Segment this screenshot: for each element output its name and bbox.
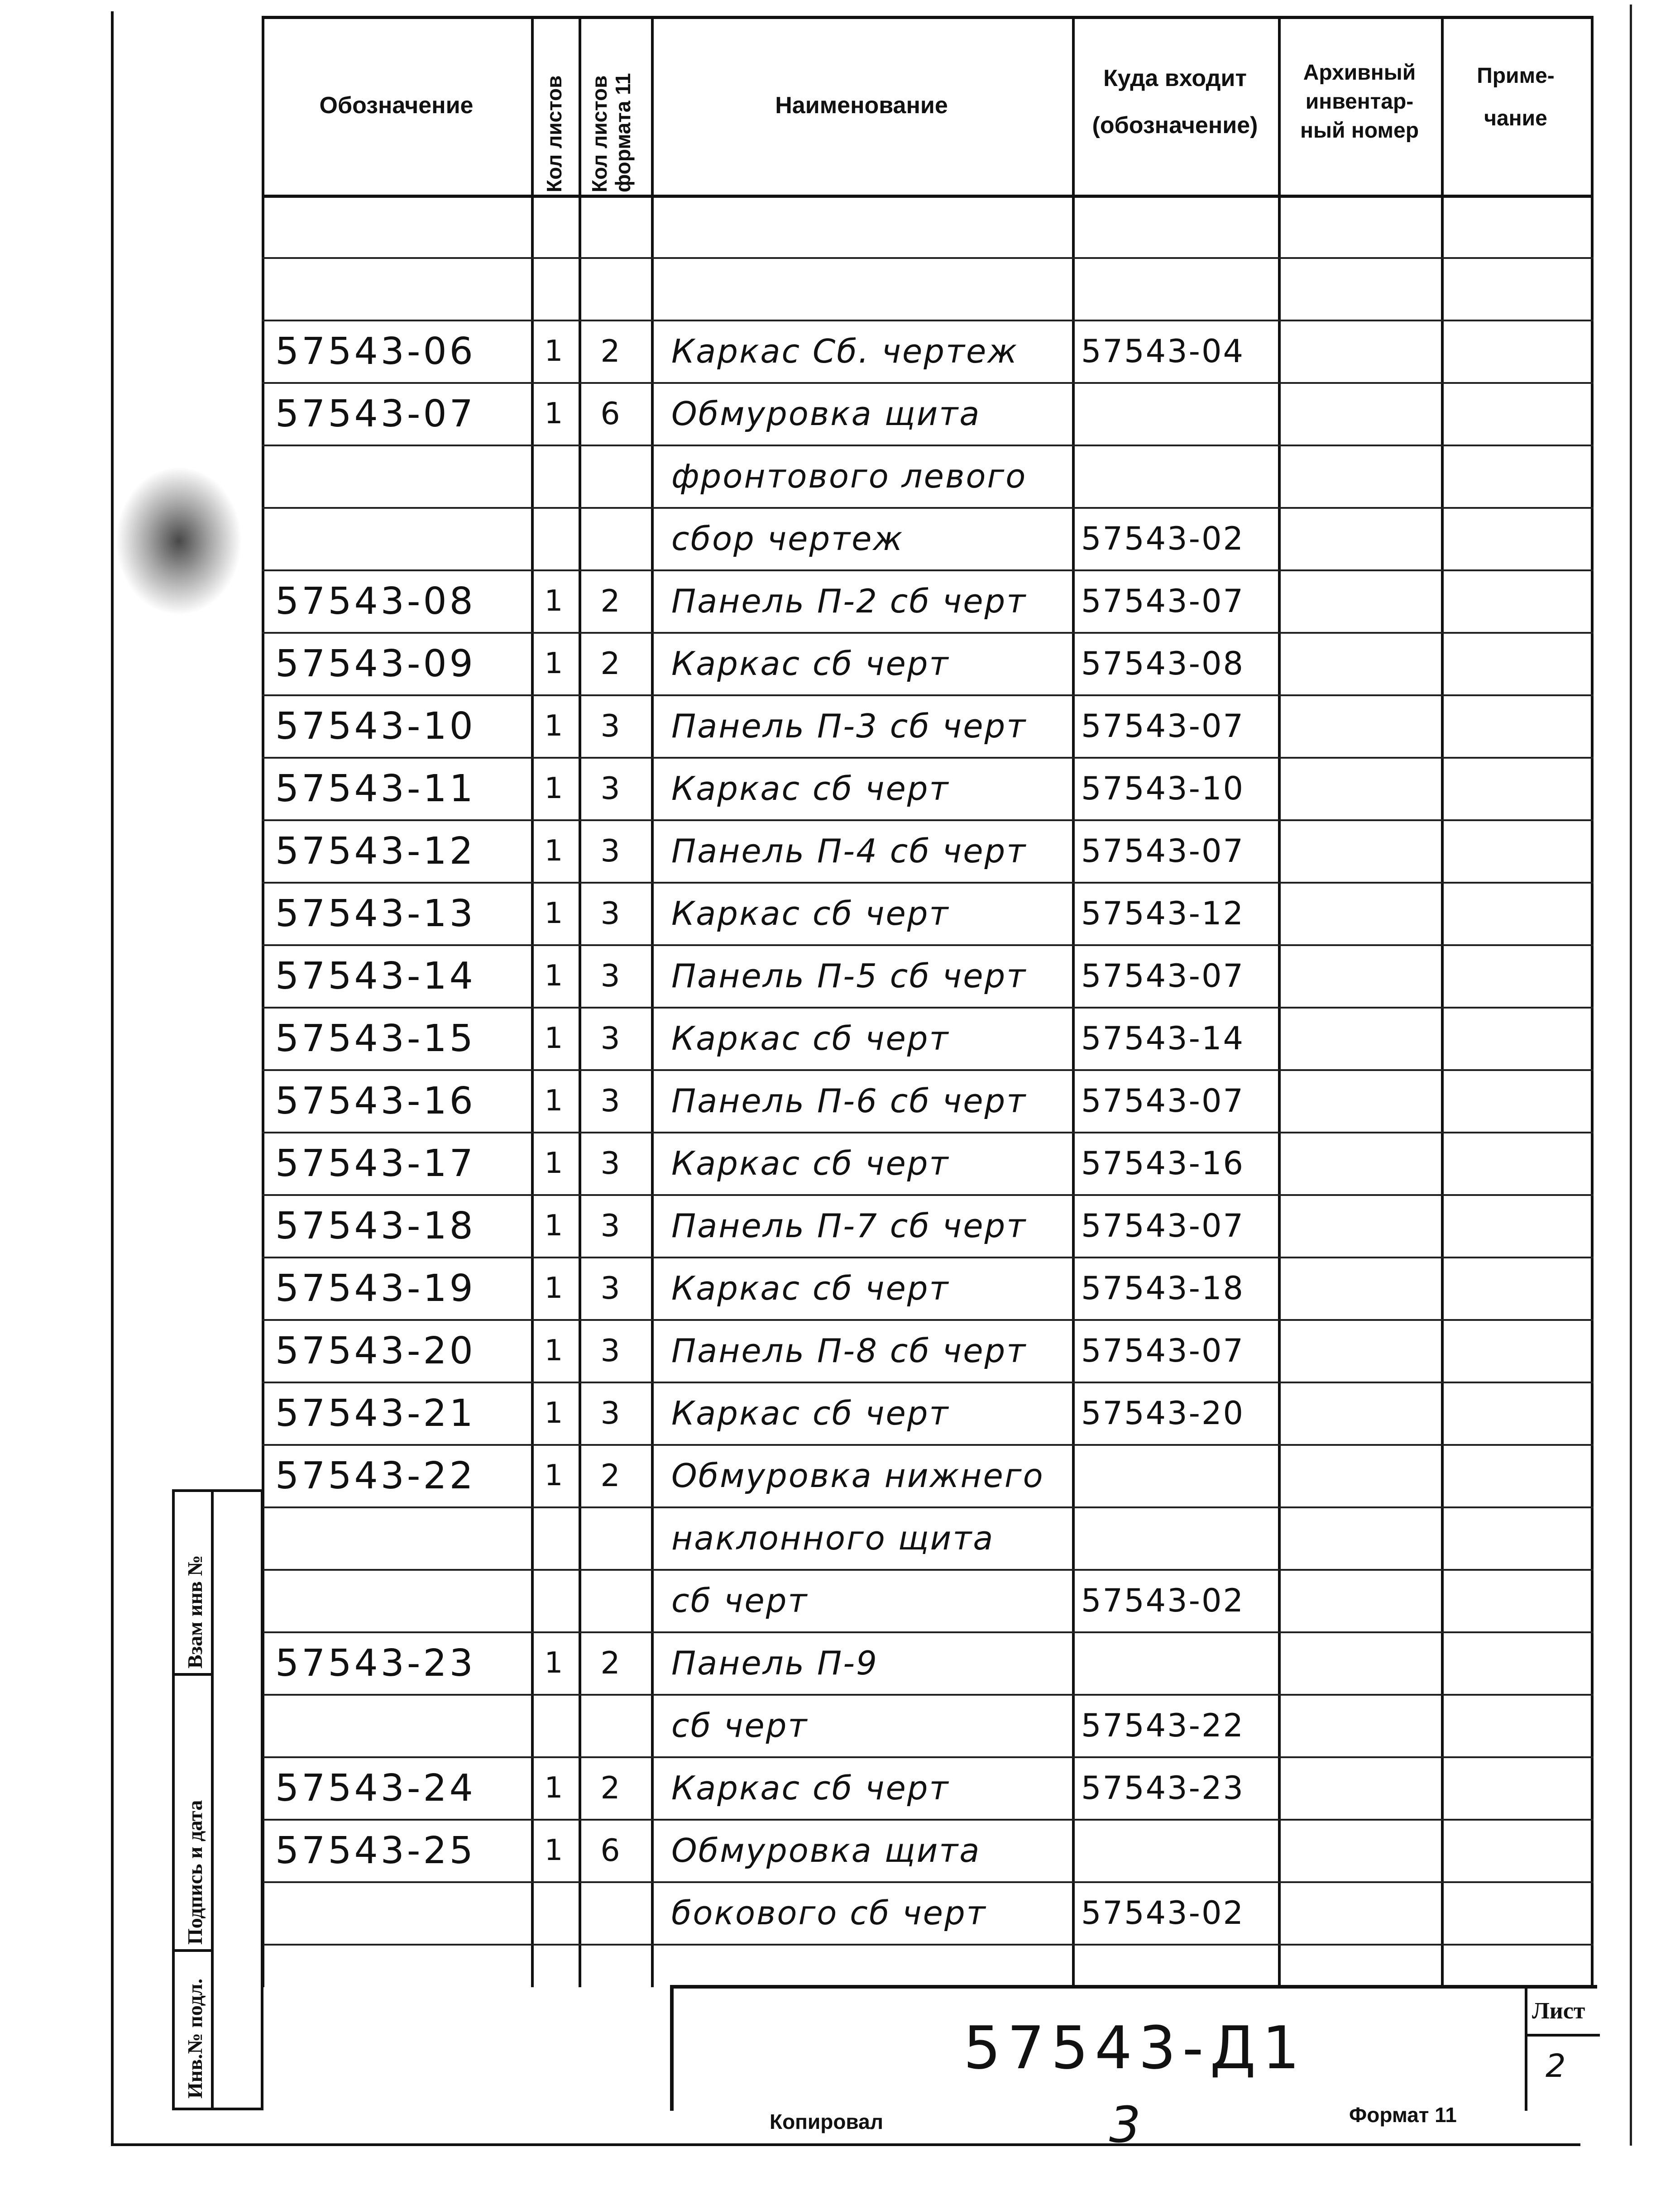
sheets-format-cell: 2 (600, 333, 620, 369)
sheets-format-cell: 3 (600, 708, 620, 744)
name-cell: Каркас сб черт (671, 645, 950, 683)
sheets-format-cell (581, 1569, 640, 1632)
header-where-used-sub: (обозначение) (1092, 112, 1258, 139)
table-row (262, 632, 1594, 694)
table-row (262, 1194, 1594, 1257)
sheets-format-cell (581, 445, 640, 508)
table-row (262, 445, 1594, 507)
sheets-format-cell: 3 (600, 958, 620, 994)
designation-cell (275, 507, 524, 570)
designation-cell: 57543-22 (275, 1454, 476, 1497)
table-row (262, 1444, 1594, 1506)
designation-cell: 57543-23 (275, 1641, 476, 1685)
sheets-count-cell: 1 (544, 584, 563, 618)
designation-cell: 57543-15 (275, 1017, 476, 1060)
where-used-cell: 57543-20 (1081, 1395, 1245, 1432)
sheets-count-cell (533, 1694, 574, 1757)
header-name: Наименование (775, 92, 948, 119)
table-row (262, 1819, 1594, 1881)
name-cell: Каркас сб черт (671, 1769, 950, 1807)
scan-smudge (115, 466, 242, 616)
name-cell: Обмуровка нижнего (671, 1457, 1044, 1495)
name-cell: наклонного щита (671, 1519, 995, 1557)
designation-cell (275, 1569, 524, 1632)
where-used-cell: 57543-07 (1081, 583, 1245, 620)
table-row (262, 1756, 1594, 1819)
name-cell: Панель П-6 сб черт (671, 1082, 1027, 1120)
table-row (262, 320, 1594, 382)
sheets-count-cell (533, 1506, 574, 1570)
where-used-cell: 57543-07 (1081, 832, 1245, 870)
name-cell: Панель П-8 сб черт (671, 1332, 1027, 1370)
designation-cell: 57543-18 (275, 1204, 476, 1248)
header-sheets-count: Кол листов (542, 75, 566, 192)
specification-table (262, 16, 1594, 1987)
sheets-count-cell: 1 (544, 834, 563, 868)
sheets-format-cell: 3 (600, 1145, 620, 1181)
designation-cell: 57543-24 (275, 1766, 476, 1810)
table-row (262, 1069, 1594, 1132)
table-row (262, 819, 1594, 882)
designation-cell: 57543-25 (275, 1829, 476, 1872)
designation-cell (275, 1506, 524, 1570)
sheets-count-cell: 1 (544, 1209, 563, 1243)
designation-cell: 57543-07 (275, 392, 476, 435)
where-used-cell: 57543-04 (1081, 333, 1245, 370)
name-cell: Обмуровка щита (671, 1831, 981, 1870)
designation-cell: 57543-11 (275, 767, 476, 810)
table-row (262, 757, 1594, 819)
sheets-count-cell: 1 (544, 1334, 563, 1367)
sheets-format-cell: 3 (600, 895, 620, 932)
designation-cell: 57543-08 (275, 579, 476, 623)
name-cell: Панель П-2 сб черт (671, 582, 1027, 620)
where-used-cell (1081, 1631, 1285, 1695)
sheets-format-cell: 3 (600, 833, 620, 869)
designation-cell: 57543-09 (275, 642, 476, 685)
table-row (262, 1631, 1594, 1694)
designation-cell: 57543-21 (275, 1391, 476, 1435)
sheets-format-cell (581, 1506, 640, 1570)
sheet-label: Лист (1532, 1998, 1585, 2024)
where-used-cell: 57543-07 (1081, 1082, 1245, 1119)
header-note-2: чание (1484, 106, 1547, 130)
table-row (262, 1881, 1594, 1944)
where-used-cell: 57543-22 (1081, 1707, 1245, 1744)
name-cell: Обмуровка щита (671, 395, 981, 433)
sheets-count-cell: 1 (544, 335, 563, 368)
sheets-format-cell: 6 (600, 396, 620, 432)
table-row (262, 382, 1594, 445)
name-cell: Каркас сб черт (671, 770, 950, 808)
designation-cell: 57543-16 (275, 1079, 476, 1123)
replaced-inv-label: Взам инв № (183, 1555, 206, 1669)
page-number: 3 (1109, 2096, 1141, 2154)
name-cell: сбор чертеж (671, 520, 904, 558)
sheets-format-cell: 3 (600, 1020, 620, 1057)
sheets-count-cell: 1 (544, 1646, 563, 1680)
table-row (262, 1319, 1594, 1382)
where-used-cell: 57543-02 (1081, 520, 1245, 557)
sheets-count-cell: 1 (544, 1022, 563, 1055)
where-used-cell: 57543-07 (1081, 1207, 1245, 1244)
where-used-cell: 57543-08 (1081, 645, 1245, 682)
designation-cell (275, 445, 524, 508)
sheets-count-cell (533, 507, 574, 570)
designation-cell (275, 1881, 524, 1945)
table-row (262, 944, 1594, 1007)
where-used-cell: 57543-16 (1081, 1145, 1245, 1182)
header-note-1: Приме- (1477, 64, 1555, 88)
sheets-format-cell: 2 (600, 645, 620, 682)
sheets-format-cell: 2 (600, 583, 620, 619)
sheets-format-cell (581, 1881, 640, 1945)
table-row (262, 1506, 1594, 1569)
name-cell: Каркас сб черт (671, 894, 950, 932)
sheets-count-cell: 1 (544, 647, 563, 680)
sheets-count-cell: 1 (544, 397, 563, 430)
sheets-format-cell: 2 (600, 1770, 620, 1806)
sheets-count-cell: 1 (544, 1396, 563, 1430)
copied-label: Копировал (770, 2110, 883, 2133)
name-cell: Каркас сб черт (671, 1394, 950, 1432)
designation-cell (275, 1694, 524, 1757)
sheets-format-cell (581, 1694, 640, 1757)
designation-cell: 57543-06 (275, 330, 476, 373)
document-number: 57543-Д1 (963, 2013, 1306, 2082)
header-archive-2: инвентар- (1305, 90, 1414, 114)
sheets-count-cell: 1 (544, 897, 563, 930)
sheets-count-cell: 1 (544, 709, 563, 743)
sheets-format-cell: 3 (600, 1083, 620, 1119)
table-row (262, 882, 1594, 944)
header-sheets-format: Кол листов формата 11 (588, 73, 635, 192)
signature-date-label: Подпись и дата (183, 1800, 206, 1945)
where-used-cell: 57543-14 (1081, 1020, 1245, 1057)
where-used-cell: 57543-18 (1081, 1270, 1245, 1307)
designation-cell: 57543-17 (275, 1142, 476, 1185)
table-row (262, 1694, 1594, 1756)
sheets-format-cell: 3 (600, 1395, 620, 1431)
sheets-format-cell: 3 (600, 770, 620, 807)
sheets-count-cell: 1 (544, 959, 563, 993)
designation-cell: 57543-10 (275, 704, 476, 748)
sheets-format-cell: 3 (600, 1270, 620, 1306)
where-used-cell (1081, 1506, 1285, 1570)
format-label: Формат 11 (1349, 2103, 1457, 2127)
where-used-cell (1081, 1819, 1285, 1882)
header-archive-3: ный номер (1300, 119, 1419, 143)
sheets-format-cell: 2 (600, 1458, 620, 1494)
where-used-cell: 57543-02 (1081, 1582, 1245, 1619)
header-where-used: Куда входит (1103, 65, 1247, 91)
designation-cell: 57543-19 (275, 1267, 476, 1310)
where-used-cell: 57543-10 (1081, 770, 1245, 807)
sheets-format-cell (581, 507, 640, 570)
sheets-count-cell (533, 1569, 574, 1632)
sheet-number: 2 (1546, 2047, 1566, 2085)
name-cell: Панель П-5 сб черт (671, 957, 1027, 995)
sheets-count-cell: 1 (544, 1834, 563, 1867)
name-cell: фронтового левого (671, 457, 1027, 495)
name-cell: Каркас сб черт (671, 1019, 950, 1057)
table-row (262, 569, 1594, 632)
designation-cell: 57543-14 (275, 954, 476, 998)
where-used-cell: 57543-12 (1081, 895, 1245, 932)
where-used-cell: 57543-07 (1081, 708, 1245, 745)
name-cell: бокового сб черт (671, 1894, 987, 1932)
table-row (262, 1382, 1594, 1444)
sheets-count-cell: 1 (544, 772, 563, 805)
where-used-cell: 57543-07 (1081, 1332, 1245, 1369)
sheets-format-cell: 6 (600, 1832, 620, 1869)
sheets-format-cell: 3 (600, 1333, 620, 1369)
sheets-count-cell: 1 (544, 1459, 563, 1492)
table-row (262, 507, 1594, 569)
table-row (262, 1569, 1594, 1631)
table-row (262, 1007, 1594, 1069)
designation-cell: 57543-12 (275, 829, 476, 873)
sheets-count-cell (533, 445, 574, 508)
table-row (262, 1132, 1594, 1194)
name-cell: сб черт (671, 1582, 809, 1620)
sheets-count-cell: 1 (544, 1771, 563, 1805)
where-used-cell (1081, 445, 1285, 508)
inv-original-label: Инв.№ подл. (183, 1978, 206, 2099)
name-cell: Панель П-7 сб черт (671, 1207, 1027, 1245)
name-cell: Каркас сб черт (671, 1144, 950, 1182)
designation-cell: 57543-13 (275, 892, 476, 935)
name-cell: сб черт (671, 1707, 809, 1745)
sheets-count-cell: 1 (544, 1084, 563, 1118)
table-row (262, 694, 1594, 757)
name-cell: Каркас Сб. чертеж (671, 332, 1019, 370)
name-cell: Панель П-4 сб черт (671, 832, 1027, 870)
where-used-cell: 57543-23 (1081, 1769, 1245, 1807)
sheets-count-cell: 1 (544, 1272, 563, 1305)
designation-cell: 57543-20 (275, 1329, 476, 1372)
name-cell: Каркас сб черт (671, 1269, 950, 1307)
where-used-cell: 57543-02 (1081, 1894, 1245, 1932)
side-stamp (172, 1489, 263, 2110)
name-cell: Панель П-9 (671, 1644, 878, 1682)
header-archive-1: Архивный (1303, 61, 1416, 85)
where-used-cell (1081, 382, 1285, 445)
sheets-count-cell (533, 1881, 574, 1945)
sheet-box (1525, 1989, 1600, 2111)
right-border-line (1630, 5, 1632, 2146)
sheets-format-cell: 2 (600, 1645, 620, 1681)
sheets-format-cell: 3 (600, 1208, 620, 1244)
header-designation: Обозначение (319, 92, 474, 119)
where-used-cell: 57543-07 (1081, 957, 1245, 995)
where-used-cell (1081, 1444, 1285, 1507)
table-row (262, 1257, 1594, 1319)
name-cell: Панель П-3 сб черт (671, 707, 1027, 745)
title-block (670, 1985, 1597, 2111)
sheets-count-cell: 1 (544, 1147, 563, 1180)
